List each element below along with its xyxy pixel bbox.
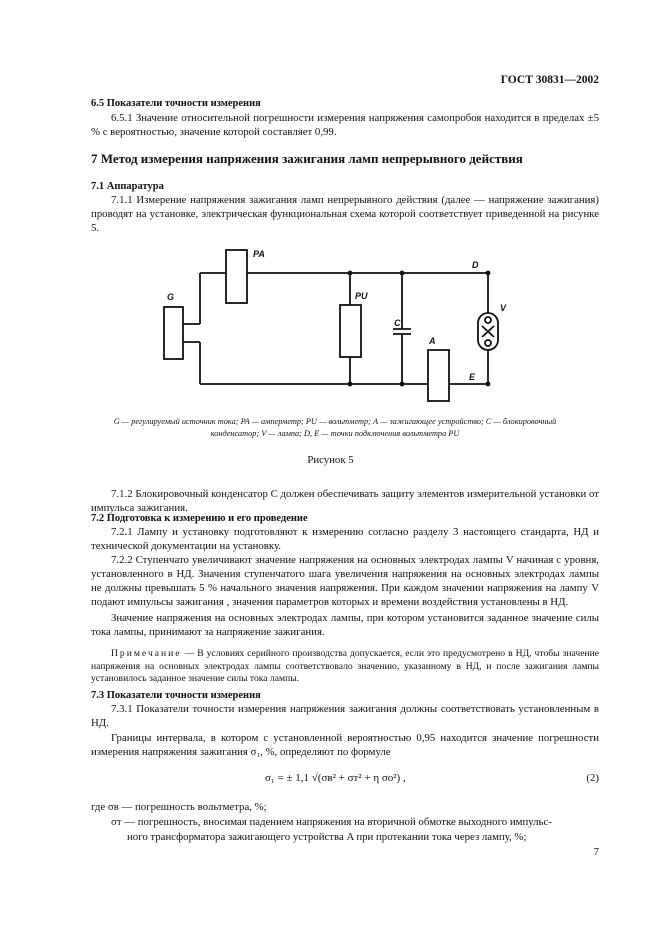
- page-number: 7: [593, 846, 599, 858]
- label-c: C: [394, 318, 401, 328]
- section-6-5-title: 6.5 Показатели точности измерения: [91, 98, 261, 109]
- formula-2: σ₁ = ± 1,1 √(σв² + σт² + η σо²) ,: [265, 772, 406, 784]
- document-header: ГОСТ 30831—2002: [500, 74, 599, 86]
- circuit-diagram: [0, 0, 661, 420]
- ammeter-pa: [226, 250, 247, 303]
- label-a: A: [429, 336, 436, 346]
- paragraph-7-2-3: Значение напряжения на основных электродах лампы, при котором установится заданное значение силы тока лампы, принимают за напряжение зажигания.: [91, 612, 599, 638]
- where-line-1: где σв — погрешность вольтметра, %;: [91, 801, 267, 813]
- equation-number: (2): [586, 772, 599, 784]
- paragraph-6-5-1: 6.5.1 Значение относительной погрешности измерения напряжения самопробоя находится в пределах ±5 % с вероятностью, значение которой составляет 0,99.: [91, 112, 599, 138]
- paragraph-7-2-1: 7.2.1 Лампу и установку подготовляют к измерению согласно разделу 3 настоящего стандарта, НД и технической документации на установку.: [91, 526, 599, 552]
- paragraph-7-2-2: 7.2.2 Ступенчато увеличивают значение напряжения на основных электродах лампы V начиная с уровня, установленного в НД. Значения ступенчатого шага увеличения напряжения на основных электродах лампы не должны превышать 5 % начального значения напряжения. При каждом значении напряжения на лампу V подают импульсы зажигания , значения параметров которых и времени воздействия установлены в НД.: [91, 554, 599, 608]
- source-g: [164, 307, 183, 359]
- label-pa: PA: [253, 249, 265, 259]
- label-v: V: [500, 303, 507, 313]
- paragraph-7-1-1: 7.1.1 Измерение напряжения зажигания ламп непрерывного действия (далее — напряжение зажигания) проводят на установке, электрическая функциональная схема которой соответствует приведенной на рисунке 5.: [91, 194, 599, 234]
- note: [91, 648, 599, 686]
- paragraph-7-3-1: 7.3.1 Показатели точности измерения напряжения зажигания должны соответствовать установленным в НД.: [91, 703, 599, 729]
- voltmeter-pu: [340, 305, 361, 357]
- section-7-1-title: 7.1 Аппаратура: [91, 181, 164, 192]
- note-text: — В условиях серийного производства допускается, если это предусмотрено в НД, чтобы значение напряжения на основных электродах лампы соответствовало значению, указанному в НД, и после зажигания лампы установилось заданное значение силы тока лампы.: [91, 648, 599, 684]
- paragraph-7-1-2: 7.1.2 Блокировочный конденсатор C должен обеспечивать защиту элементов измерительной установки от импульса зажигания.: [91, 488, 599, 514]
- label-g: G: [167, 292, 175, 302]
- where-line-3: ного трансформатора зажигающего устройства A при протекании тока через лампу, %;: [127, 831, 527, 843]
- label-e: E: [469, 372, 476, 382]
- note-label: Примечание: [111, 648, 182, 659]
- label-pu: PU: [355, 291, 368, 301]
- where-line-2: σт — погрешность, вносимая падением напряжения на вторичной обмотке выходного импульс-: [111, 816, 552, 828]
- section-7-2-title: 7.2 Подготовка к измерению и его проведение: [91, 513, 308, 524]
- figure-caption-line-2: конденсатор; V — лампа; D, E — точки подключения вольтметра PU: [210, 429, 460, 438]
- section-7-3-title: 7.3 Показатели точности измерения: [91, 690, 261, 701]
- paragraph-7-3-2: Границы интервала, в котором с установленной вероятностью 0,95 находится значение погрешности измерения напряжения зажигания σ₁, %, определяют по формуле: [91, 732, 599, 758]
- label-d: D: [472, 260, 479, 270]
- igniter-a: [428, 350, 449, 401]
- figure-caption-line-1: G — регулируемый источник тока; PA — амперметр; PU — вольтметр; A — зажигающее устройство; C — блокировочный: [113, 417, 557, 426]
- figure-title: Рисунок 5: [307, 454, 354, 466]
- section-7-title: 7 Метод измерения напряжения зажигания ламп непрерывного действия: [91, 151, 523, 166]
